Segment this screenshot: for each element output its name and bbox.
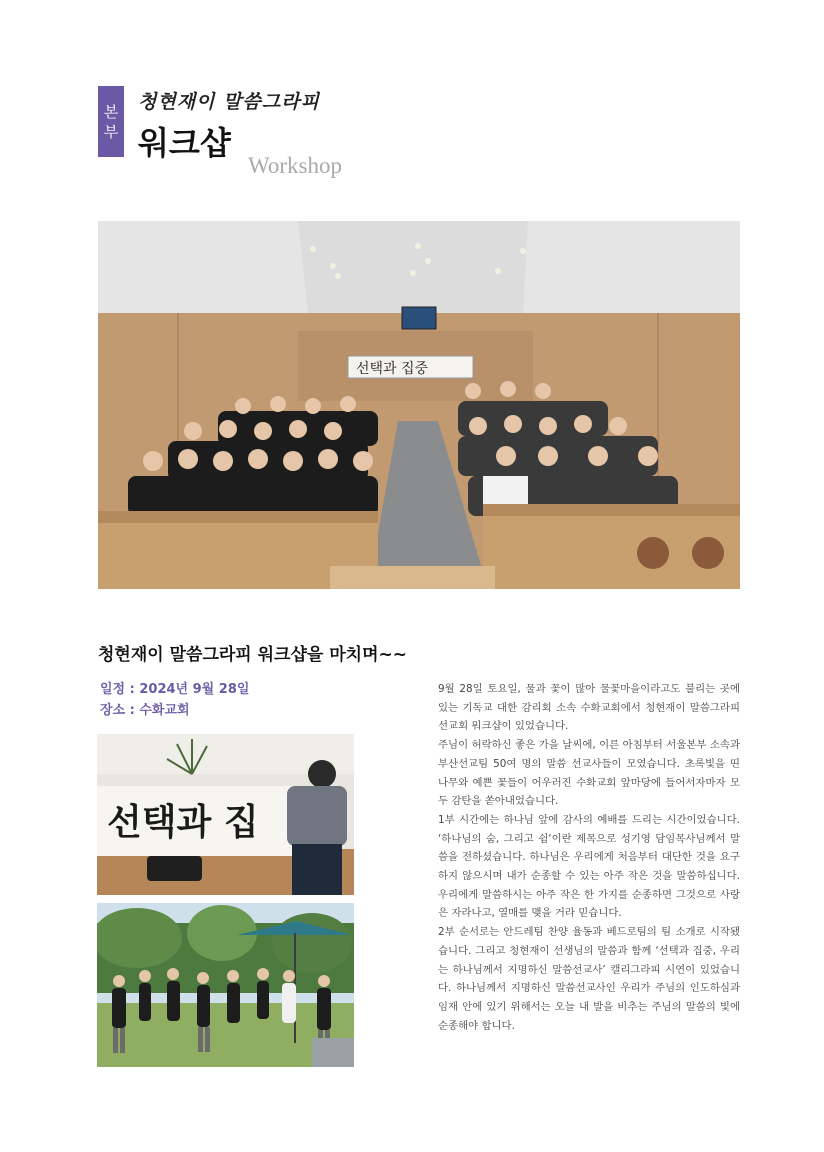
garden-photo xyxy=(97,903,354,1067)
body-paragraph-3: 1부 시간에는 하나님 앞에 감사의 예배를 드리는 시간이었습니다. ‘하나님의 숨, 그리고 쉼’이란 제목으로 성기영 담임목사님께서 말씀을 전하셨습니다. 하나님은 우리에게 처음부터 대단한 것을 요구하지 않으시며 내가 순종할 수 있는 아주 작은 것을 말씀하십니다. 우리에게 말씀하시는 아주 작은 한 가지를 순종하면 그것으로 사랑은 자라나고, 열매를 맺을 거라 믿습니다. xyxy=(438,813,740,920)
calligraphy-text: 선택과 집 xyxy=(107,801,259,843)
calligraphy-photo xyxy=(97,734,354,895)
section-tag-char-1: 본 xyxy=(103,102,119,121)
article-heading: 청현재이 말씀그라피 워크샵을 마치며~~ xyxy=(98,645,407,665)
english-title: Workshop xyxy=(248,153,342,178)
place-label: 장소 : xyxy=(100,703,140,718)
schedule-value: 2024년 9월 28일 xyxy=(139,682,250,697)
section-tag xyxy=(98,86,124,157)
schedule-label: 일정 : xyxy=(100,682,140,697)
body-paragraph-1: 9월 28일 토요일, 물과 꽃이 많아 물꽃마을이라고도 불리는 곳에 있는 기독교 대한 감리회 소속 수화교회에서 청현재이 말씀그라피선교회 워크샵이 있었습니다. xyxy=(438,683,740,733)
place-value: 수화교회 xyxy=(139,703,190,718)
body-paragraph-4: 2부 순서로는 안드레팀 찬양 율동과 베드로팀의 팀 소개로 시작됐습니다. 그리고 청현재이 선생님의 말씀과 함께 ‘선택과 집중, 우리는 하나님께서 지명하신 말씀선교사’ 캘리그라피 시연이 있었습니다. 하나님께서 지명하신 말씀선교사인 우리가 주님의 인도하심과 임재 안에 있기 위해서는 오늘 내 발을 비추는 주님의 말씀의 빛에 순종해야 합니다. xyxy=(438,926,740,1032)
hero-banner-text: 선택과 집중 xyxy=(356,361,429,377)
article-body xyxy=(438,680,740,1035)
body-paragraph-2: 주님이 허락하신 좋은 가을 날씨에, 이른 아침부터 서울본부 소속과 부산선교팀 50여 명의 말씀 선교사들이 모였습니다. 초록빛을 띤 나무와 예쁜 꽃들이 어우러진 수화교회 앞마당에 들어서자마자 모두 감탄을 쏟아내었습니다. xyxy=(438,739,740,808)
group-photo xyxy=(98,221,740,589)
place-line xyxy=(100,699,190,718)
series-title: 청현재이 말씀그라피 xyxy=(138,91,320,113)
schedule-line xyxy=(100,678,249,697)
page-title: 워크샵 xyxy=(138,124,231,162)
section-tag-char-2: 부 xyxy=(103,122,119,141)
